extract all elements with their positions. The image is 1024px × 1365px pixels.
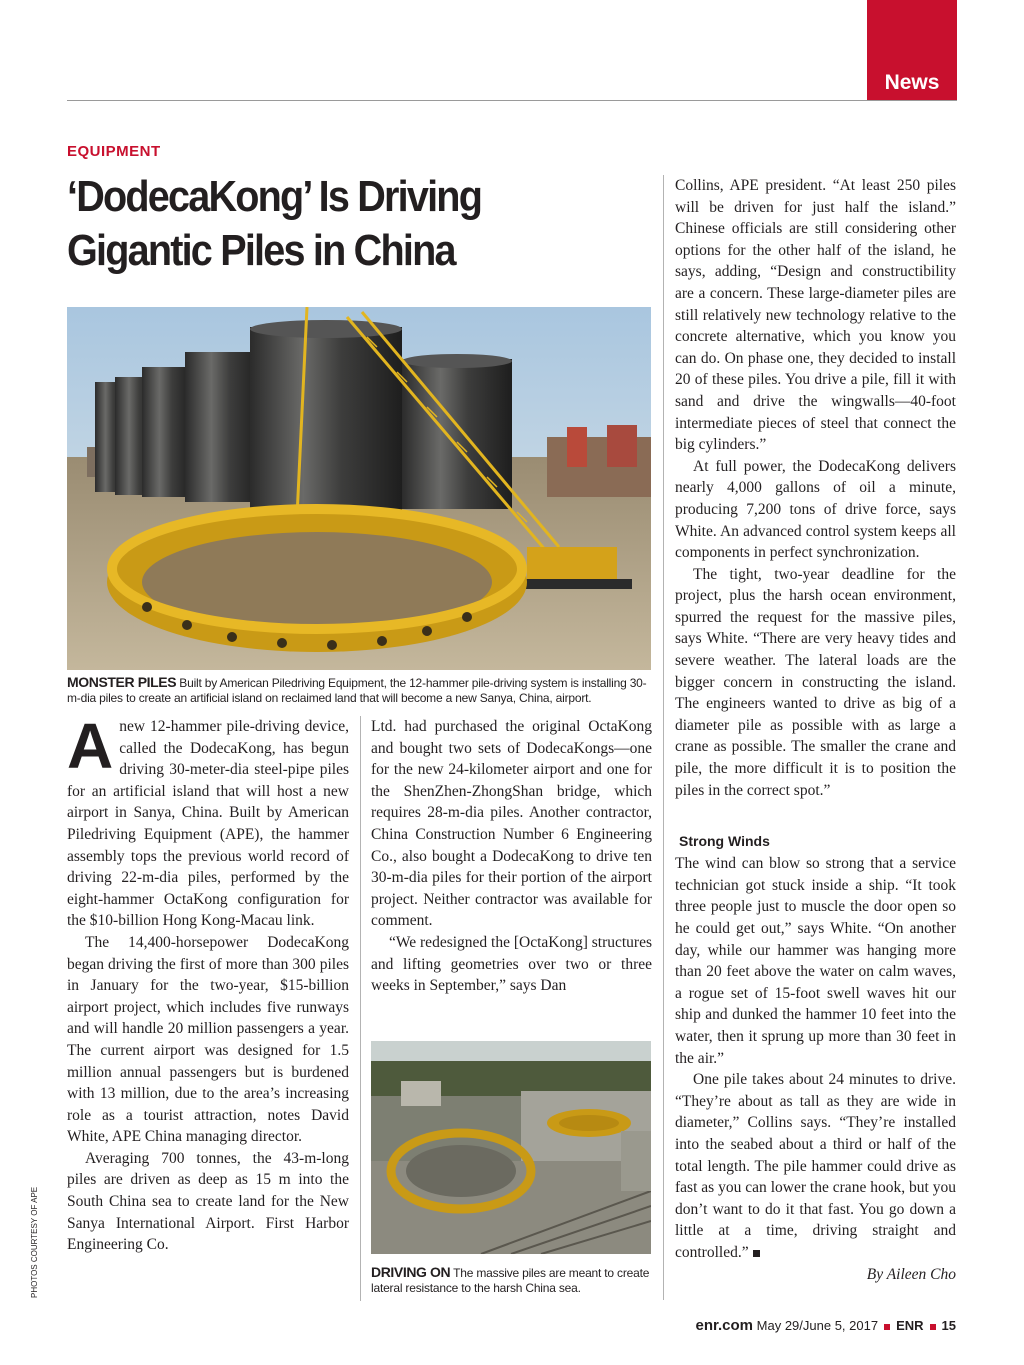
paragraph: At full power, the DodecaKong delivers nearly 4,000 gallons of oil a minute, producing 7,200 tons of drive force, says White. An advanced control system keeps all components in perfect synchronization.	[675, 457, 956, 562]
paragraph: The 14,400-horsepower DodecaKong began driving the first of more than 300 piles in January for the two-year, $15-billion airport project, which includes five runways and will handle 20 million passengers a year. The current airport was designed for 1.5 million annual passengers but is burdened with 13 million, due to the area’s increasing role as a tourist attraction, notes David White, APE China managing director.	[67, 933, 349, 1146]
photo-credit	[30, 1186, 42, 1298]
caption-text: Built by American Piledriving Equipment, the 12-hammer pile-driving system is installing 30-m-dia piles to create an artificial island on reclaimed land that will become a new Sanya, China, airport.	[67, 676, 647, 705]
top-rule	[67, 100, 957, 101]
section-tab: News	[867, 0, 957, 100]
photo-credit-text: PHOTOS COURTESY OF APE	[30, 1186, 39, 1298]
end-of-story-square-icon	[753, 1250, 760, 1257]
paragraph: Averaging 700 tonnes, the 43-m-long piles are driven as deep as 15 m into the South China sea to create land for the New Sanya International Airport. First Harbor Engineering Co.	[67, 1149, 349, 1254]
main-photo-caption	[67, 675, 657, 706]
page-number: 15	[941, 1318, 956, 1333]
footer-date: May 29/June 5, 2017	[756, 1318, 879, 1333]
kicker: EQUIPMENT	[67, 143, 161, 160]
caption-label: MONSTER PILES	[67, 674, 177, 690]
second-photo-caption	[371, 1265, 656, 1296]
paragraph: “We redesigned the [OctaKong] structures and lifting geometries over two or three weeks in September,” says Dan	[371, 933, 653, 995]
footer-site: enr.com	[695, 1317, 754, 1334]
page-footer	[696, 1317, 957, 1334]
subhead: Strong Winds	[679, 833, 770, 850]
paragraph: Ltd. had purchased the original OctaKong and bought two sets of DodecaKongs—one for the new 24-kilometer airport and one for the ShenZhen-ZhongShan bridge, which requires 28-m-dia piles. Another contractor, China Construction Number 6 Engineering Co., also bought a DodecaKong to drive ten 30-m-dia piles for their portion of the airport project. Neither contractor was available for comment.	[371, 718, 652, 930]
headline: ‘DodecaKong’ Is Driving Gigantic Piles in China	[67, 172, 482, 275]
caption-label: DRIVING ON	[371, 1264, 451, 1280]
paragraph-text: One pile takes about 24 minutes to drive. “They’re about as tall as they are wide in diameter,” Collins says. “They’re installed into the seabed about a third or half of the total length. The pile hammer could drive as fast as you can lower the crane hook, but you don’t want to do it that fast. You go down a little at a time, driving straight and controlled.”	[675, 1071, 956, 1261]
drop-cap: A	[67, 710, 114, 782]
separator-square-icon	[884, 1324, 890, 1330]
paragraph: The tight, two-year deadline for the project, plus the harsh ocean environment, spurred the request for the massive piles, says White. “There are very heavy tides and severe weather. The lateral loads are the bigger concern in constructing the island. The engineers wanted to drive as big of a diameter pile as possible with as large a crane as possible. The smaller the crane and pile, the more difficult it is to position the piles in the correct spot.”	[675, 565, 956, 799]
caption-text: The massive piles are meant to create lateral resistance to the harsh China sea.	[371, 1266, 650, 1295]
column-rule	[663, 175, 664, 1300]
article-column-1	[67, 710, 349, 1256]
paragraph	[675, 1069, 956, 1263]
paragraph: The wind can blow so strong that a service technician got stuck inside a ship. “It took three people just to muscle the door open so he could get out,” says White. “On another day, while our hammer was hanging more than 20 feet above the water on calm waves, a rogue set of 15-foot swell waves hit our ship and dunked the hammer 10 feet into the water, then it sprung up more than 30 feet in the air.”	[675, 855, 956, 1067]
separator-square-icon	[930, 1324, 936, 1330]
footer-brand: ENR	[896, 1318, 924, 1333]
article-column-3	[675, 175, 956, 1285]
main-photo	[67, 307, 651, 670]
paragraph: new 12-hammer pile-driving device, called the DodecaKong, has begun driving 30-meter-dia steel-pipe piles for an artificial island that will host a new airport in Sanya, China. Built by American Piledriving Equipment (APE), the hammer assembly tops the previous world record of driving 22-m-dia piles, performed by the eight-hammer OctaKong configuration for the $10-billion Hong Kong-Macau link.	[67, 718, 349, 930]
second-photo	[371, 1041, 651, 1254]
paragraph: Collins, APE president. “At least 250 piles will be driven for just half the island.” Chinese officials are still considering other options for the other half of the island, he says, adding, “Design and constructibility are a concern. These large-diameter piles are still relatively new technology relative to the concrete alternative, which you know you can do. On phase one, they decided to install 20 of these piles. You drive a pile, fill it with sand and drive the wingwalls—40-foot intermediate pieces of steel that connect the big cylinders.”	[675, 177, 956, 454]
column-rule	[360, 716, 361, 1301]
article-column-2	[371, 716, 652, 997]
byline: By Aileen Cho	[866, 1265, 956, 1283]
